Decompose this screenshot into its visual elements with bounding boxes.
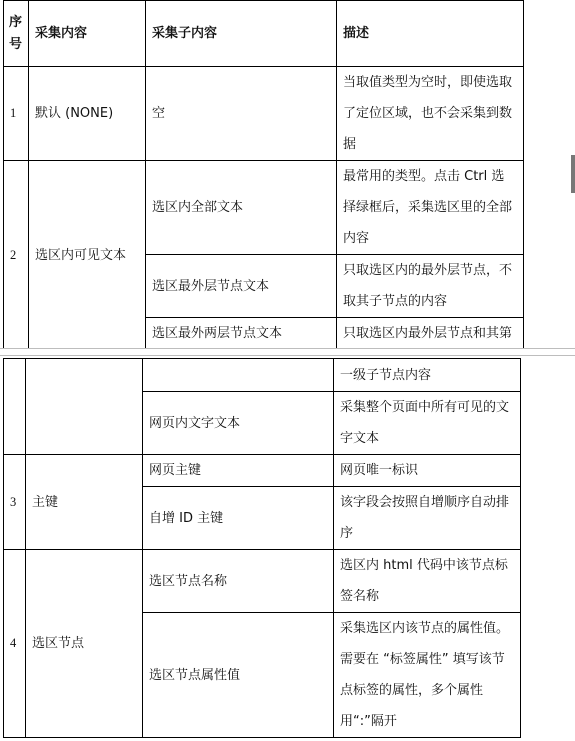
page-top bbox=[0, 0, 575, 348]
row-index: 1 bbox=[4, 67, 29, 161]
row-description: 当取值类型为空时，即使选取了定位区域，也不会采集到数据 bbox=[337, 67, 524, 161]
row-description: 选区内 html 代码中该节点标签名称 bbox=[334, 550, 521, 613]
table-row bbox=[4, 67, 524, 161]
row-subcontent: 网页主键 bbox=[143, 455, 334, 487]
row-subcontent: 空 bbox=[146, 67, 337, 161]
row-subcontent: 选区最外两层节点文本 bbox=[146, 318, 337, 349]
row-description: 只取选区内最外层节点和其第 bbox=[337, 318, 524, 349]
row-description: 一级子节点内容 bbox=[334, 359, 521, 392]
row-description: 网页唯一标识 bbox=[334, 455, 521, 487]
row-description: 最常用的类型。点击 Ctrl 选择绿框后，采集选区里的全部内容 bbox=[337, 161, 524, 255]
table-row bbox=[4, 359, 521, 392]
header-index bbox=[4, 1, 29, 67]
row-index: 3 bbox=[4, 455, 26, 550]
row-content: 选区节点 bbox=[26, 550, 143, 738]
row-content: 选区内可见文本 bbox=[29, 161, 146, 349]
page-break bbox=[0, 348, 575, 356]
table-row bbox=[4, 550, 521, 613]
header-content: 采集内容 bbox=[29, 1, 146, 67]
row-subcontent: 选区最外层节点文本 bbox=[146, 255, 337, 318]
row-index: 4 bbox=[4, 550, 26, 738]
row-description: 只取选区内的最外层节点，不取其子节点的内容 bbox=[337, 255, 524, 318]
row-description: 采集选区内该节点的属性值。需要在 “标签属性” 填写该节点标签的属性，多个属性用“:”隔开 bbox=[334, 613, 521, 738]
row-description: 该字段会按照自增顺序自动排序 bbox=[334, 487, 521, 550]
page-bottom bbox=[0, 356, 575, 741]
row-content: 主键 bbox=[26, 455, 143, 550]
row-subcontent-continued bbox=[143, 359, 334, 392]
row-content-continued bbox=[26, 359, 143, 455]
row-subcontent: 自增 ID 主键 bbox=[143, 487, 334, 550]
row-content: 默认 (NONE) bbox=[29, 67, 146, 161]
collection-table-part2 bbox=[3, 358, 521, 738]
row-index: 2 bbox=[4, 161, 29, 349]
row-subcontent: 选区内全部文本 bbox=[146, 161, 337, 255]
header-subcontent: 采集子内容 bbox=[146, 1, 337, 67]
table-row bbox=[4, 161, 524, 255]
row-subcontent: 选区节点名称 bbox=[143, 550, 334, 613]
table-header-row bbox=[4, 1, 524, 67]
header-description: 描述 bbox=[337, 1, 524, 67]
row-subcontent: 选区节点属性值 bbox=[143, 613, 334, 738]
header-index-text: 序号 bbox=[9, 14, 23, 52]
scroll-indicator bbox=[571, 155, 575, 193]
row-subcontent: 网页内文字文本 bbox=[143, 392, 334, 455]
row-index-continued bbox=[4, 359, 26, 455]
table-row bbox=[4, 455, 521, 487]
collection-table-part1 bbox=[3, 0, 524, 348]
row-description: 采集整个页面中所有可见的文字文本 bbox=[334, 392, 521, 455]
